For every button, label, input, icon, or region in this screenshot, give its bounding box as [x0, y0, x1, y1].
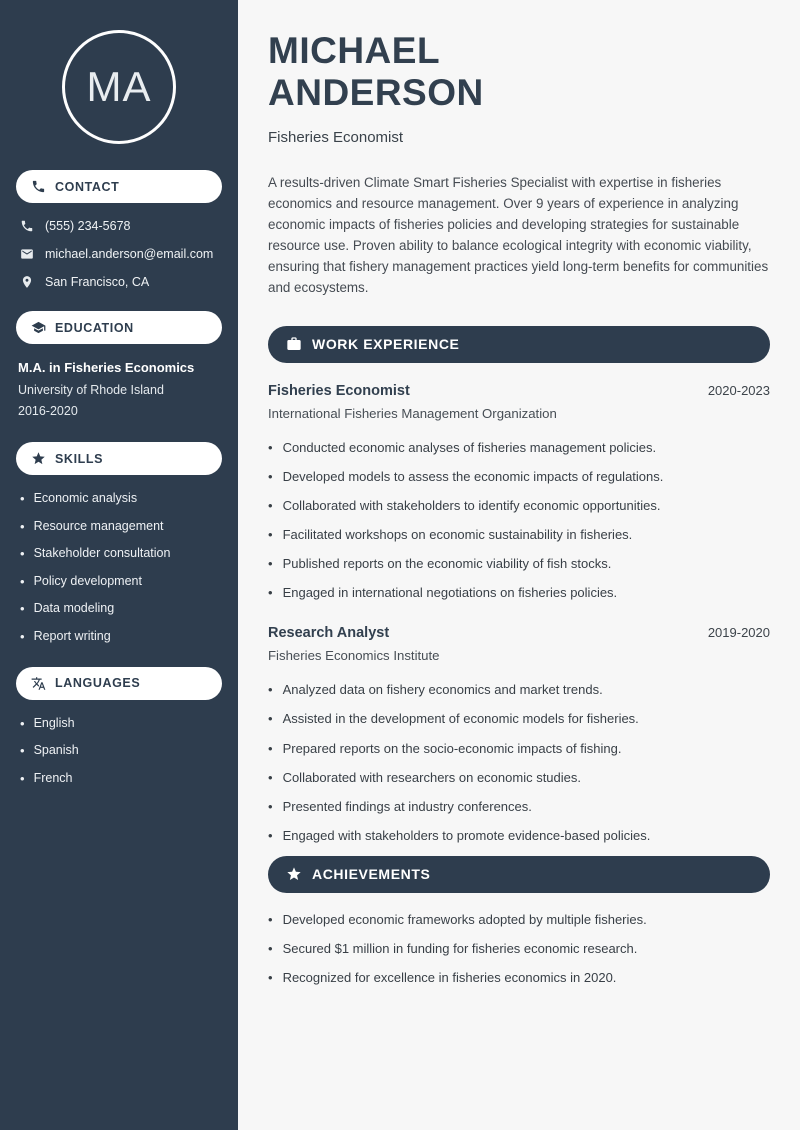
contact-email: [20, 247, 222, 261]
skill-item: • Data modeling: [20, 601, 222, 617]
last-name: ANDERSON: [268, 71, 484, 113]
education-section-title: EDUCATION: [55, 320, 134, 335]
job-bullet: • Facilitated workshops on economic sustainability in fisheries.: [268, 526, 770, 544]
skill-item: • Report writing: [20, 629, 222, 645]
language-item: • English: [20, 716, 222, 732]
job-bullet: • Analyzed data on fishery economics and market trends.: [268, 681, 770, 699]
skills-list: [20, 491, 222, 645]
job-bullet-list: [268, 439, 770, 602]
avatar: [62, 30, 176, 144]
job-bullet: • Collaborated with researchers on economic studies.: [268, 769, 770, 787]
avatar-wrap: [16, 0, 222, 170]
professional-summary: A results-driven Climate Smart Fisheries Specialist with expertise in fisheries economics and resource management. Over 9 years of experience in analyzing economic impacts of fisheries policies and developing strategies for sustainable resource use. Proven ability to balance ecological integrity with economic viability, ensuring that fishery management practices yield long-term benefits for communities and ecosystems.: [268, 174, 769, 296]
education-degree: M.A. in Fisheries Economics: [18, 360, 195, 375]
work-experience-title: WORK EXPERIENCE: [312, 336, 460, 353]
language-item: • Spanish: [20, 743, 222, 759]
education-years: 2016-2020: [18, 404, 78, 418]
graduation-cap-icon: [31, 320, 46, 335]
education-block: [18, 360, 222, 418]
briefcase-icon: [286, 336, 302, 352]
job-entry: [268, 625, 770, 844]
contact-location: [20, 275, 222, 289]
main-content: [238, 0, 800, 1130]
contact-phone: [20, 219, 222, 233]
job-header: [268, 383, 770, 399]
email-icon: [20, 247, 34, 261]
skills-section-header: [16, 442, 222, 475]
contact-section-header: [16, 170, 222, 203]
phone-icon: [20, 219, 34, 233]
job-bullet: • Presented findings at industry conferences.: [268, 798, 770, 816]
work-experience-section-header: [268, 326, 770, 363]
job-bullet: • Prepared reports on the socio-economic impacts of fishing.: [268, 740, 770, 758]
job-bullet: • Engaged with stakeholders to promote evidence-based policies.: [268, 827, 770, 845]
skill-item: • Resource management: [20, 519, 222, 535]
education-section-header: [16, 311, 222, 344]
languages-list: [20, 716, 222, 787]
contact-email-text: michael.anderson@email.com: [45, 247, 214, 261]
achievement-bullet: • Developed economic frameworks adopted by multiple fisheries.: [268, 911, 770, 929]
star-icon: [31, 451, 46, 466]
contact-location-text: San Francisco, CA: [45, 275, 150, 289]
job-bullet: • Conducted economic analyses of fisheries management policies.: [268, 439, 770, 457]
job-bullet: • Assisted in the development of economic models for fisheries.: [268, 710, 770, 728]
location-icon: [20, 275, 34, 289]
job-bullet: • Engaged in international negotiations on fisheries policies.: [268, 584, 770, 602]
achievement-bullet: • Secured $1 million in funding for fisheries economic research.: [268, 940, 770, 958]
achievements-section-header: [268, 856, 770, 893]
translate-icon: [31, 676, 46, 691]
achievements-list: [268, 911, 770, 987]
language-item: • French: [20, 771, 222, 787]
skill-item: • Stakeholder consultation: [20, 546, 222, 562]
job-header: [268, 625, 770, 641]
skill-item: • Policy development: [20, 574, 222, 590]
job-role: Fisheries Economist: [268, 382, 410, 399]
education-school: University of Rhode Island: [18, 383, 164, 397]
achievement-bullet: • Recognized for excellence in fisheries economics in 2020.: [268, 969, 770, 987]
languages-section-title: LANGUAGES: [55, 676, 141, 691]
star-icon: [286, 866, 302, 882]
job-bullet: • Published reports on the economic viability of fish stocks.: [268, 555, 770, 573]
skills-section-title: SKILLS: [55, 451, 104, 466]
job-bullet: • Collaborated with stakeholders to identify economic opportunities.: [268, 497, 770, 515]
job-dates: 2020-2023: [707, 382, 770, 398]
job-bullet-list: [268, 681, 770, 844]
skill-item: • Economic analysis: [20, 491, 222, 507]
headline-job-title: Fisheries Economist: [268, 128, 404, 146]
job-dates: 2019-2020: [707, 625, 770, 641]
contact-section-title: CONTACT: [55, 179, 120, 194]
languages-section-header: [16, 667, 222, 700]
sidebar: [0, 0, 238, 1130]
achievements-title: ACHIEVEMENTS: [312, 866, 431, 883]
first-name: MICHAEL: [268, 30, 441, 71]
job-bullet: • Developed models to assess the economic impacts of regulations.: [268, 468, 770, 486]
job-entry: [268, 383, 770, 602]
phone-icon: [31, 179, 46, 194]
job-role: Research Analyst: [268, 625, 390, 642]
job-company: Fisheries Economics Institute: [268, 648, 440, 664]
contact-list: [20, 219, 222, 289]
job-company: International Fisheries Management Organization: [268, 405, 557, 421]
contact-phone-text: (555) 234-5678: [45, 219, 131, 233]
full-name: [268, 30, 770, 114]
avatar-initials: MA: [86, 63, 152, 110]
